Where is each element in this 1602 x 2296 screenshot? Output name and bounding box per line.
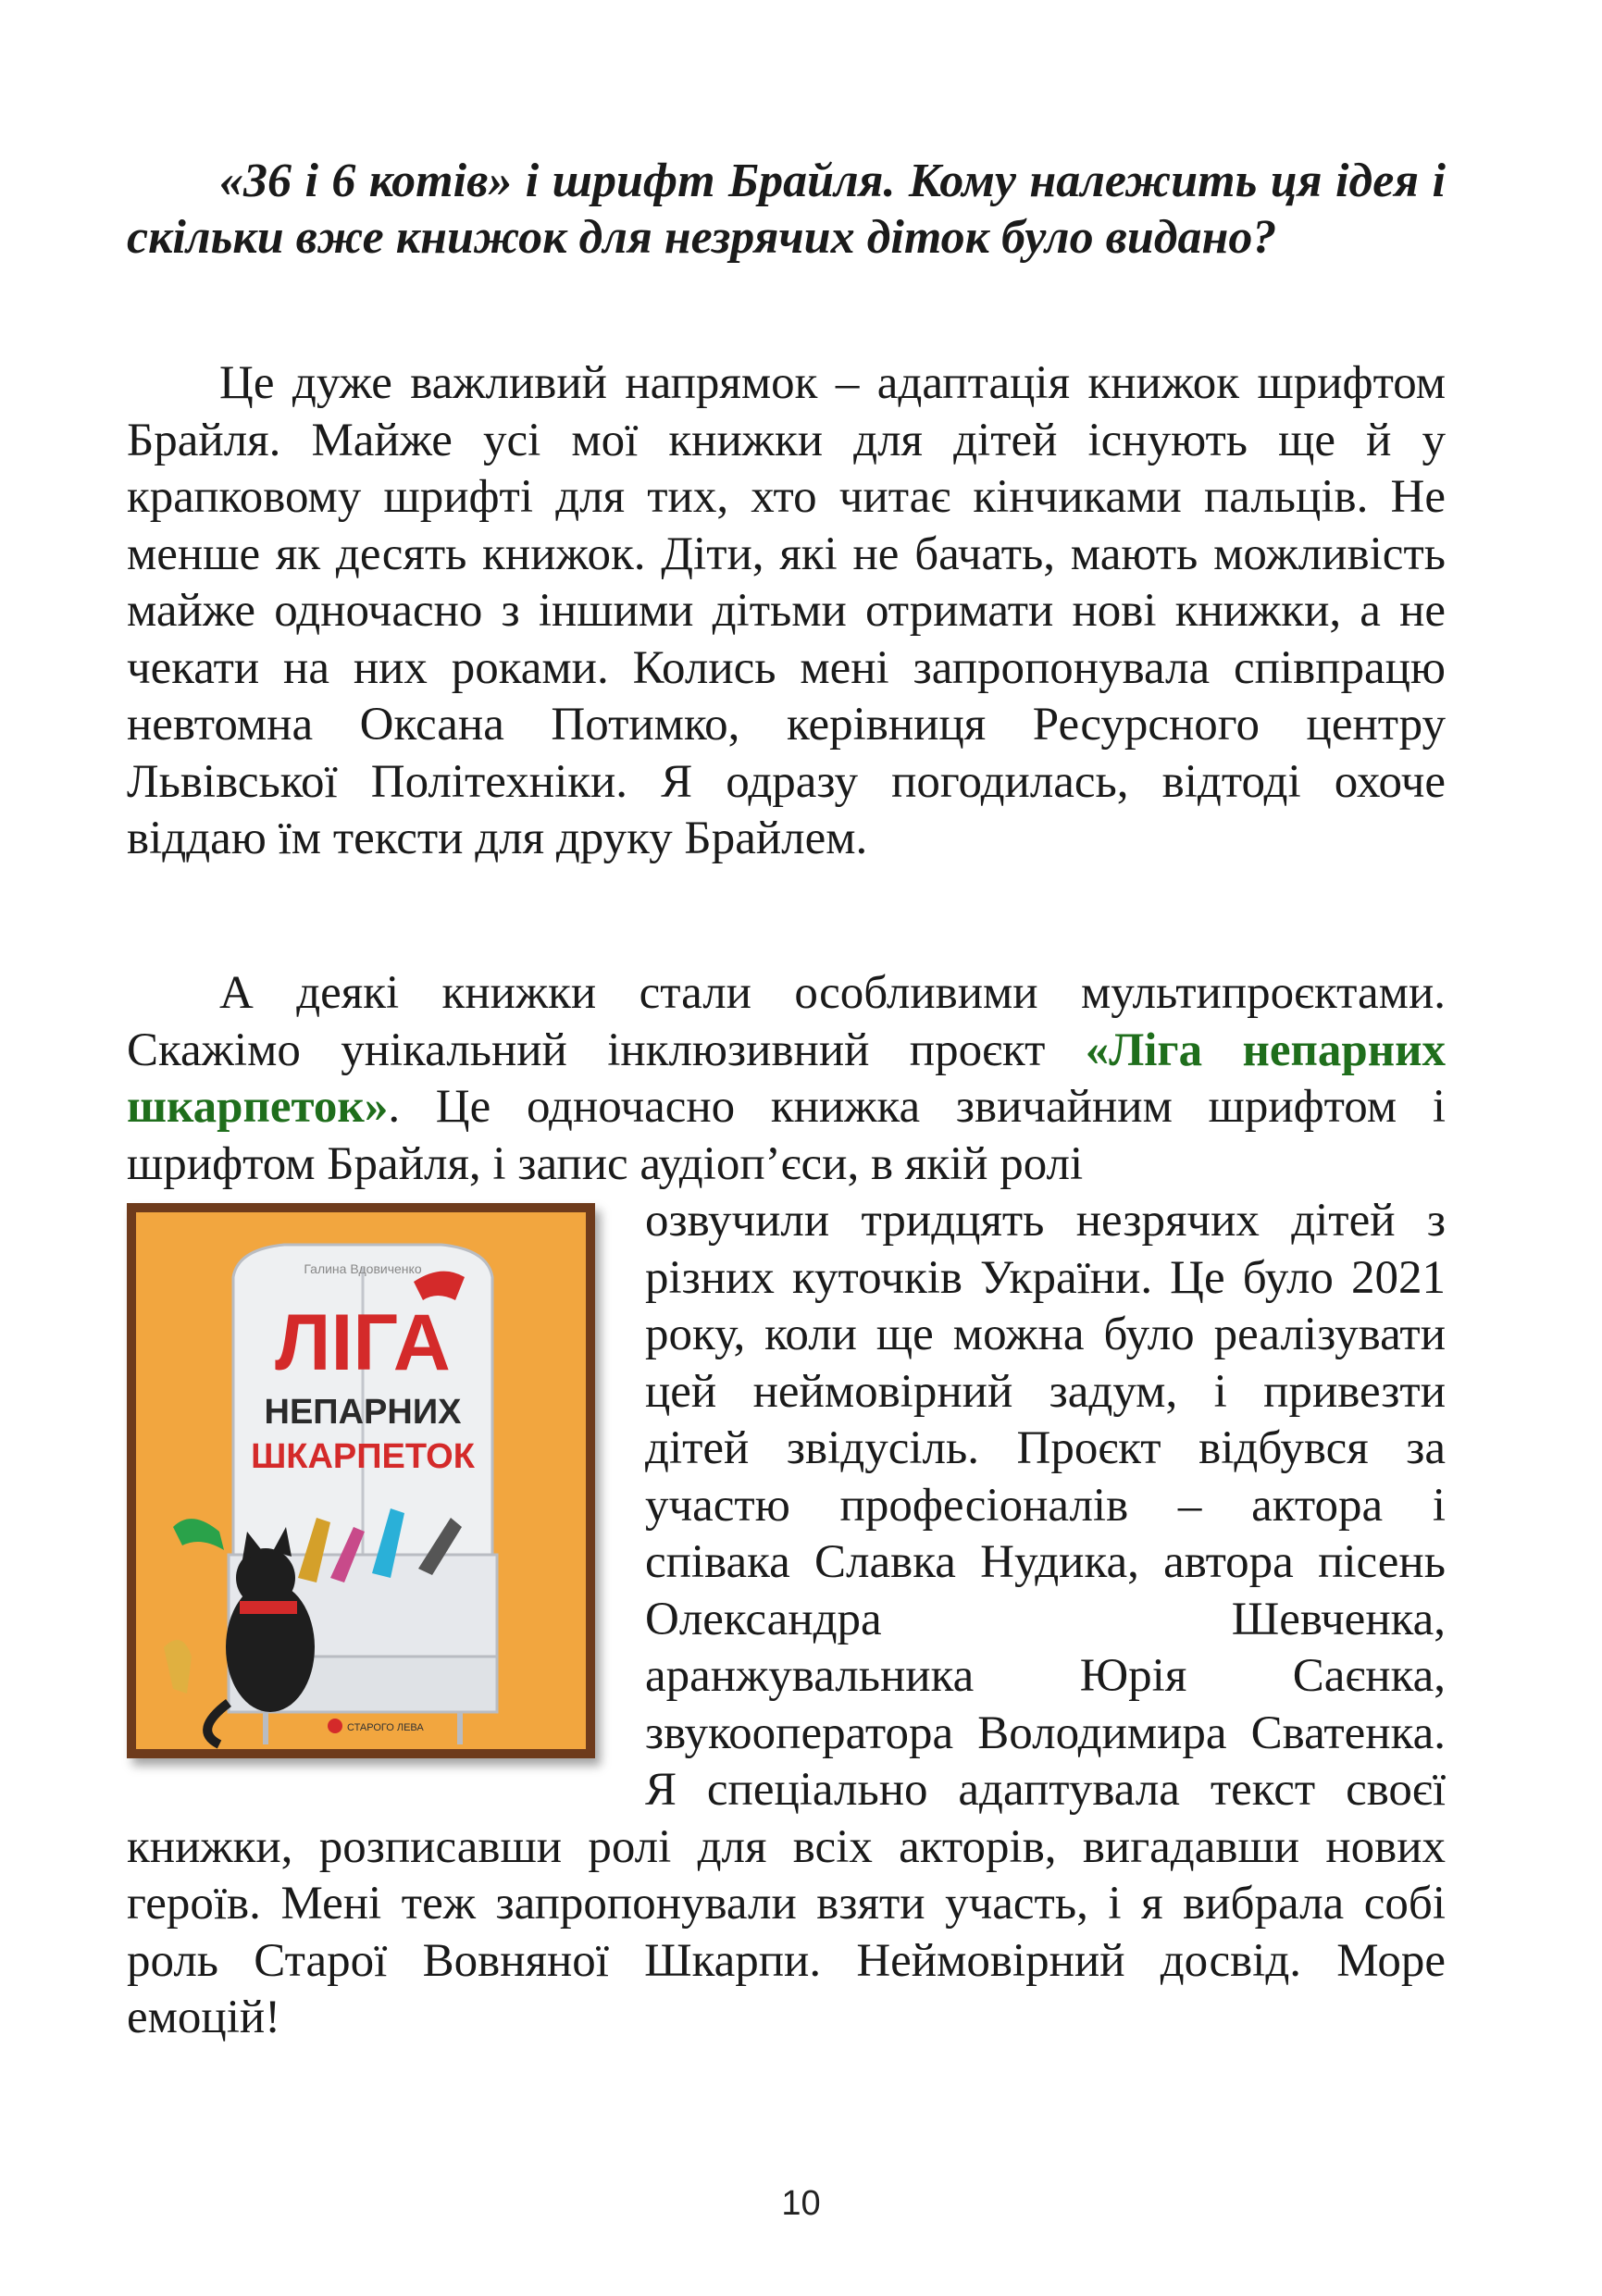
cover-title-line-1: ЛІГА [275,1298,451,1387]
paragraph-2-wrapped-text: озвучили тридцять незрячих дітей з різних куточків України. Це було 2021 року, коли ще можна було реалізувати цей неймовірний задум, і привезти дітей звідусіль. Проєкт відбувся за участю професіоналів – актора і співака Славка Нудика, автора пісень Олександра Шевченка, аранжувальника Юрія Саєнка, звукооператора Володимира Сватенка. Я спеціально адаптувала текст своєї книжки, розписавши ролі для всіх акторів, вигадавши нових героїв. Мені теж запропонували взяти участь, і я вибрала собі роль Старої Вовняної Шкарпи. Неймовірний досвід. Море емоцій! [127,1195,1446,2043]
cover-title-line-3: ШКАРПЕТОК [251,1437,475,1476]
answer-paragraph-1: Це дуже важливий напрямок – адаптація книжок шрифтом Брайля. Майже усі мої книжки для дітей існують ще й у крапковому шрифті для тих, хто читає кінчиками пальців. Не менше як десять книжок. Діти, які не бачать, мають можливість майже одночасно з іншими дітьми отримати нові книжки, а не чекати на них роками. Колись мені запропонувала співпрацю невтомна Оксана Потимко, керівниця Ресурсного центру Львівської Політехніки. Я одразу погодилась, відтоді охоче віддаю їм тексти для друку Брайлем. [127,357,1446,864]
answer-paragraph-2 [127,965,1446,2047]
interview-question: «36 і 6 котів» і шрифт Брайля. Кому належить ця ідея і скільки вже книжок для незрячих діток було видано? [127,155,1446,264]
book-cover-image [127,1203,595,1758]
cover-title-line-2: НЕПАРНИХ [264,1393,462,1432]
paragraph-2-continuation: . Це одночасно книжка звичайним шрифтом і шрифтом Брайля, і запис аудіоп’єси, в якій ролі [127,1081,1446,1190]
page-number: 10 [781,2184,821,2223]
cover-author: Галина Вдовиченко [304,1261,422,1276]
paragraph-2-intro: А деякі книжки стали особливими мультипроєктами. Скажімо унікальний інклюзивний проєкт [127,967,1446,1076]
book-cover-illustration [136,1212,586,1749]
book-title-highlight: «Ліга непарних шкарпеток» [127,1024,1446,1133]
book-cover-figure [127,1203,627,1777]
cover-publisher: СТАРОГО ЛЕВА [347,1722,424,1733]
